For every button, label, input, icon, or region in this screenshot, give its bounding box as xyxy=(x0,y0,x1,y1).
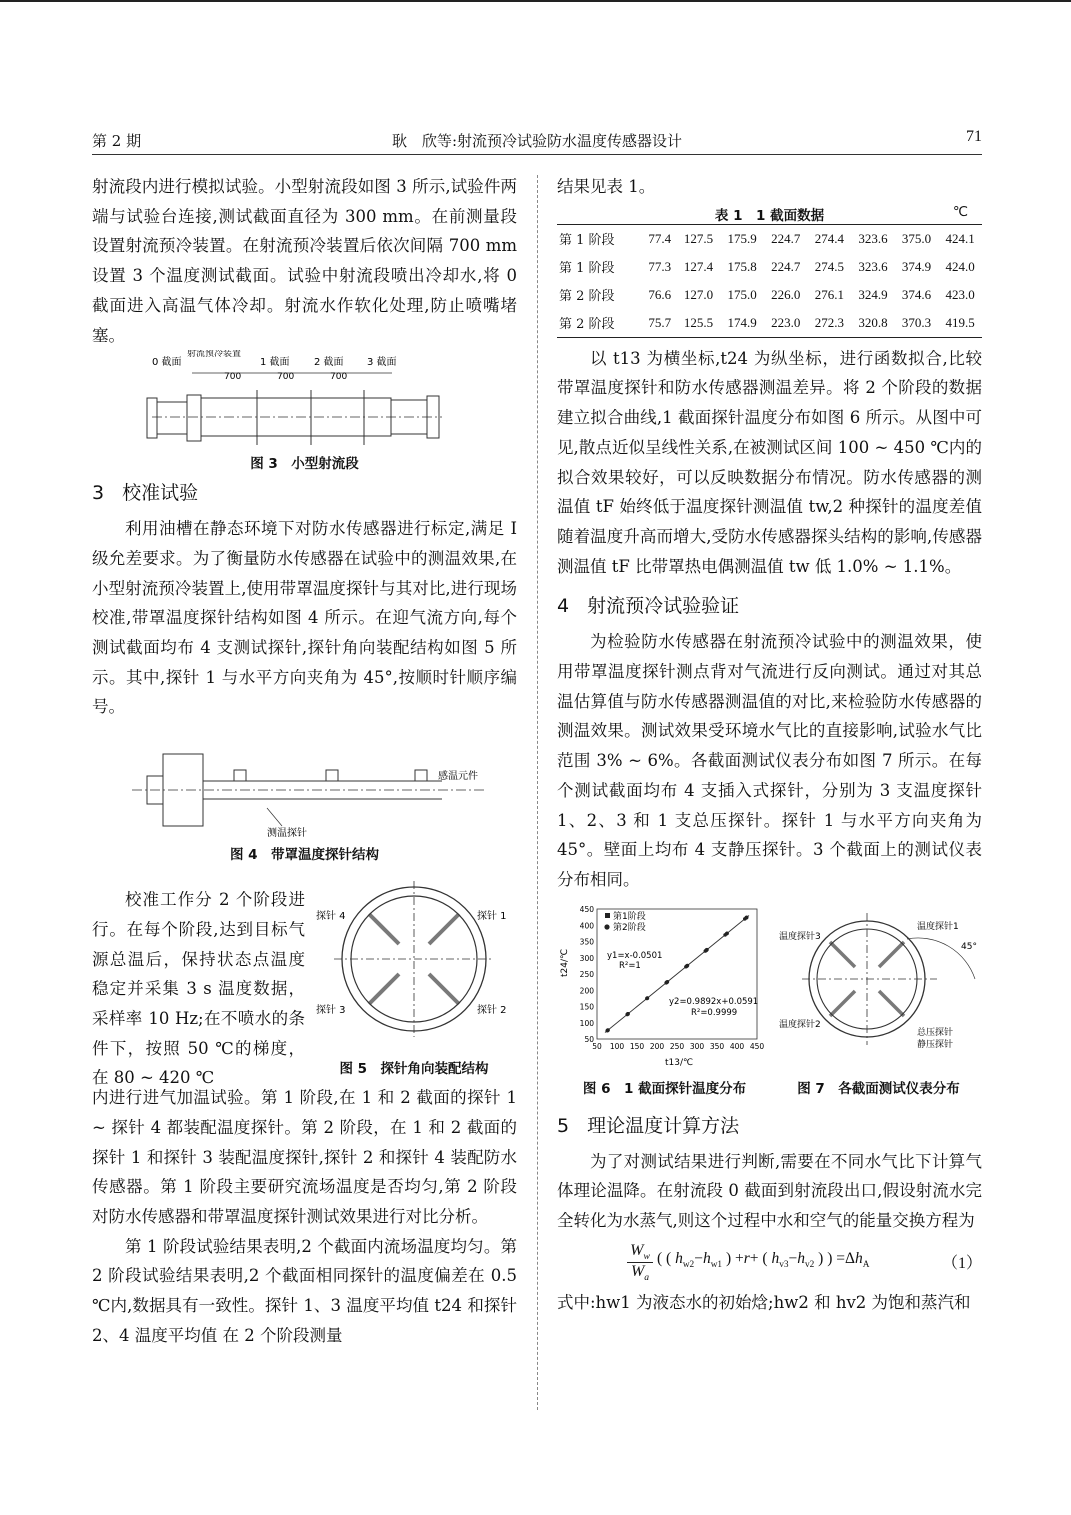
paragraph: 结果见表 1。 xyxy=(557,177,656,196)
paragraph: 利用油槽在静态环境下对防水传感器进行标定,满足 I 级允差要求。为了衡量防水传感器在试验中的测温效果,在小型射流预冷装置上,使用带罩温度探针与其对比,进行现场校准,带罩温度探针结构如图 4 所示。在迎气流方向,每个测试截面均布 4 支测试探针,探针角向装配结构如图 5 所示。其中,探针 1 与水平方向夹角为 45°,按顺时针顺序编号。 xyxy=(92,519,517,717)
table-cell: 323.6 xyxy=(851,224,895,253)
table-cell: 423.0 xyxy=(945,286,975,302)
section-5-heading: 5 理论温度计算方法 xyxy=(557,1114,740,1137)
fig7-label-t1: 温度探针1 xyxy=(917,921,959,932)
fig6-eq1: y1=x-0.0501 xyxy=(607,950,663,961)
fig6-xtick: 200 xyxy=(649,1041,665,1051)
fig6-r2: R²=0.9999 xyxy=(691,1007,738,1018)
figure-5-caption: 图 5 探针角向装配结构 xyxy=(339,1061,489,1078)
figure-3-caption: 图 3 小型射流段 xyxy=(250,456,359,473)
figure-7-diagram xyxy=(777,901,982,1061)
header-rule xyxy=(92,154,982,155)
table-cell: 223.0 xyxy=(764,309,808,338)
fig4-label-probe: 测温探针 xyxy=(267,828,307,840)
fig7-label-total: 总压探针 xyxy=(917,1027,954,1038)
table-row-label: 第 1 阶段 xyxy=(557,224,643,253)
figures-6-7 xyxy=(557,901,982,1101)
figure-3-diagram xyxy=(92,350,517,450)
fig6-ytick: 150 xyxy=(579,1002,594,1012)
table-row xyxy=(557,224,982,253)
fig6-point xyxy=(625,1012,629,1016)
paragraph: 为检验防水传感器在射流预冷试验中的测温效果，使用带罩温度探针测点背对气流进行反向测试。通过对其总温估算值与防水传感器测温值的对比,来检验防水传感器的测温效果。测试效果受环境水气比的直接影响,试验水气比范围 3% ~ 6%。各截面测试仪表分布如图 7 所示。在每个测试截面均布 4 支插入式探针，分别为 3 支温度探针 1、2、3 和 1 支总压探针。探针 1 与水平方向夹角为 45°。壁面上均布 4 支静压探针。3 个截面上的测试仪表分布相同。 xyxy=(557,632,982,889)
fig3-dim-3: 700 xyxy=(330,372,348,383)
fig6-ytick: 450 xyxy=(579,904,594,914)
table-cell: 127.5 xyxy=(677,224,721,253)
fig3-label-2: 2 截面 xyxy=(314,357,344,369)
fig7-label-t3: 温度探针3 xyxy=(779,931,821,942)
fig6-point xyxy=(605,1029,609,1033)
figure-4-diagram xyxy=(92,736,517,841)
fig5-label-4: 探针 4 xyxy=(316,911,346,923)
fig3-dim-2: 700 xyxy=(277,372,295,383)
fig3-label-3: 3 截面 xyxy=(367,357,397,369)
section-3-heading: 3 校准试验 xyxy=(92,482,199,505)
figure-6-caption: 图 6 1 截面探针温度分布 xyxy=(582,1080,747,1097)
table-cell: 424.1 xyxy=(938,224,982,253)
figure-6-chart xyxy=(557,901,767,1071)
paragraph: 为了对测试结果进行判断,需要在不同水气比下计算气体理论温降。在射流段 0 截面到射流段出口,假设射流水完全转化为水蒸气,则这个过程中水和空气的能量交换方程为 xyxy=(557,1151,982,1231)
table-cell: 175.8 xyxy=(727,258,757,274)
table-cell: 274.4 xyxy=(808,224,852,253)
table-row-label: 第 2 阶段 xyxy=(557,309,643,338)
fig6-xtick: 350 xyxy=(709,1041,725,1051)
left-column xyxy=(92,172,517,1350)
paragraph: 以 t13 为横坐标,t24 为纵坐标，进行函数拟合,比较带罩温度探针和防水传感器测温差异。将 2 个阶段的数据建立拟合曲线,1 截面探针温度分布如图 6 所示。从图中可见,散点近似呈线性关系,在被测试区间 100 ~ 450 ℃内的拟合效果较好，可以反映数据分布情况。防水传感器的测温值 tF 始终低于温度探针测温值 tw,2 种探针的温度差值随着温度升高而增大,受防水传感器探头结构的影响,传感器测温值 tF 比带罩热电偶测温值 tw 低 1.0% ~ 1.1%。 xyxy=(557,348,982,576)
table-row-label: 第 1 阶段 xyxy=(559,261,615,277)
fig3-label-1: 1 截面 xyxy=(260,357,290,369)
fig6-point xyxy=(723,933,727,937)
equation-1: $W_w$ $W_a$ ( ( $h_{w2}-h_{w1}$ ) +r+ ( $h_{v3}-h_{v2}$ ) ) $=\Delta h_A$ （1） xyxy=(557,1236,982,1284)
section-4-heading: 4 射流预冷试验验证 xyxy=(557,595,740,618)
fig6-ytick: 400 xyxy=(579,920,594,930)
fig6-ytick: 200 xyxy=(579,985,594,995)
fig6-point xyxy=(704,949,708,953)
table-cell: 274.5 xyxy=(814,258,844,274)
paragraph: 内进行进气加温试验。第 1 阶段,在 1 和 2 截面的探针 1 ~ 探针 4 都装配温度探针。第 2 阶段，在 1 和 2 截面的探针 1 和探针 3 装配温度探针,探针 2 和探针 4 装配防水传感器。第 1 阶段主要研究流场温度是否均匀,第 2 阶段对防水传感器和带罩温度探针测试效果进行对比分析。 xyxy=(92,1088,517,1226)
column-divider xyxy=(537,175,538,1410)
fig6-xtick: 400 xyxy=(729,1041,745,1051)
table-cell: 75.7 xyxy=(643,309,677,338)
fig5-label-2: 探针 2 xyxy=(477,1005,507,1017)
paragraph-with-figure-5 xyxy=(92,885,517,1095)
page-number: 71 xyxy=(966,128,982,145)
table-1 xyxy=(557,224,982,338)
fig6-point xyxy=(645,996,649,1000)
table-1-unit: ℃ xyxy=(952,203,968,220)
table-cell: 374.6 xyxy=(901,286,932,302)
fig6-xtick: 250 xyxy=(669,1041,685,1051)
table-row xyxy=(557,253,982,281)
fig6-eq2: y2=0.9892x+0.0591 xyxy=(669,996,759,1007)
table-cell: 374.9 xyxy=(901,258,932,274)
figure-7-caption: 图 7 各截面测试仪表分布 xyxy=(797,1080,960,1097)
fig6-xtick: 100 xyxy=(609,1041,625,1051)
table-cell: 272.3 xyxy=(808,309,852,338)
table-cell: 175.9 xyxy=(720,224,764,253)
paragraph: 第 1 阶段试验结果表明,2 个截面内流场温度均匀。第 2 阶段试验结果表明,2 个截面相同探针的温度偏差在 0.5 ℃内,数据具有一致性。探针 1、3 温度平均值 t24 和探针 2、4 温度平均值 在 2 个阶段测量 xyxy=(92,1236,517,1345)
fig7-label-static: 静压探针 xyxy=(917,1039,954,1050)
table-row xyxy=(557,309,982,338)
issue-number: 第 2 期 xyxy=(92,132,142,150)
figure-5-diagram xyxy=(314,879,514,1044)
fig6-ytick: 250 xyxy=(579,969,594,979)
fig6-xtick: 450 xyxy=(749,1041,765,1051)
table-row xyxy=(557,281,982,309)
table-cell: 323.6 xyxy=(858,258,888,274)
table-cell: 175.0 xyxy=(727,286,757,302)
fig6-ytick: 50 xyxy=(584,1034,594,1044)
table-cell: 127.0 xyxy=(683,286,714,302)
fig6-xtick: 300 xyxy=(689,1041,705,1051)
table-cell: 424.0 xyxy=(945,258,975,274)
fig6-legend-2: 第2阶段 xyxy=(613,922,646,933)
running-title: 耿 欣等:射流预冷试验防水温度传感器设计 xyxy=(391,132,683,150)
figure-4-caption: 图 4 带罩温度探针结构 xyxy=(229,847,380,864)
fig4-label-sensor: 感温元件 xyxy=(438,771,478,783)
top-border xyxy=(0,0,1071,2)
equation-number: （1） xyxy=(941,1254,982,1272)
table-cell: 174.9 xyxy=(720,309,764,338)
fig6-r1: R²=1 xyxy=(619,960,641,971)
fig6-ytick: 350 xyxy=(579,937,594,947)
table-cell: 125.5 xyxy=(677,309,721,338)
fig6-point xyxy=(664,981,668,985)
fig3-label-jet: 射流预冷装置 xyxy=(187,350,242,360)
fig6-xtick: 150 xyxy=(629,1041,645,1051)
fig6-legend-1: 第1阶段 xyxy=(613,911,646,922)
fig6-ylabel: t24/℃ xyxy=(560,948,570,977)
fig6-ytick: 300 xyxy=(579,953,594,963)
paragraph: 式中:hw1 为液态水的初始焓;hw2 和 hv2 为饱和蒸汽和 xyxy=(557,1292,971,1312)
running-header xyxy=(92,126,982,152)
fig3-label-0: 0 截面 xyxy=(152,357,182,369)
table-row-label: 第 2 阶段 xyxy=(559,289,615,305)
table-cell: 77.4 xyxy=(643,224,677,253)
table-cell: 370.3 xyxy=(895,309,939,338)
table-cell: 375.0 xyxy=(895,224,939,253)
fig5-label-1: 探针 1 xyxy=(477,911,507,923)
fig6-point xyxy=(743,917,747,921)
paragraph: 射流段内进行模拟试验。小型射流段如图 3 所示,试验件两端与试验台连接,测试截面直径为 300 mm。在前测量段设置射流预冷装置。在射流预冷装置后依次间隔 700 mm 设置 3 个温度测试截面。试验中射流段喷出冷却水,将 0 截面进入高温气体冷却。射流水作软化处理,防止喷嘴堵塞。 xyxy=(92,177,517,345)
table-cell: 224.7 xyxy=(771,258,801,274)
table-cell: 224.7 xyxy=(764,224,808,253)
fig7-label-t2: 温度探针2 xyxy=(779,1019,821,1030)
table-cell: 226.0 xyxy=(771,286,801,302)
fig5-label-3: 探针 3 xyxy=(316,1005,346,1017)
fig6-xlabel: t13/℃ xyxy=(665,1057,694,1068)
fig3-dim-1: 700 xyxy=(224,372,242,383)
table-cell: 127.4 xyxy=(683,258,714,274)
fig7-label-angle: 45° xyxy=(961,941,977,952)
table-cell: 276.1 xyxy=(814,286,844,302)
paragraph: 校准工作分 2 个阶段进行。在每个阶段,达到目标气源总温后，保持状态点温度稳定并采集 3 s 温度数据，采样率 10 Hz;在不喷水的条件下，按照 50 ℃的梯度，在 80 ~ 420 ℃ xyxy=(92,890,305,1088)
fig6-ytick: 100 xyxy=(579,1018,594,1028)
table-cell: 76.6 xyxy=(648,286,672,302)
fig6-point xyxy=(684,965,688,969)
table-cell: 324.9 xyxy=(858,286,888,302)
table-cell: 77.3 xyxy=(648,258,672,274)
right-column xyxy=(557,172,982,1317)
fig6-xtick: 50 xyxy=(592,1041,602,1051)
table-1-caption: 表 1 1 截面数据 ℃ xyxy=(714,203,968,224)
table-cell: 419.5 xyxy=(938,309,982,338)
table-cell: 320.8 xyxy=(851,309,895,338)
